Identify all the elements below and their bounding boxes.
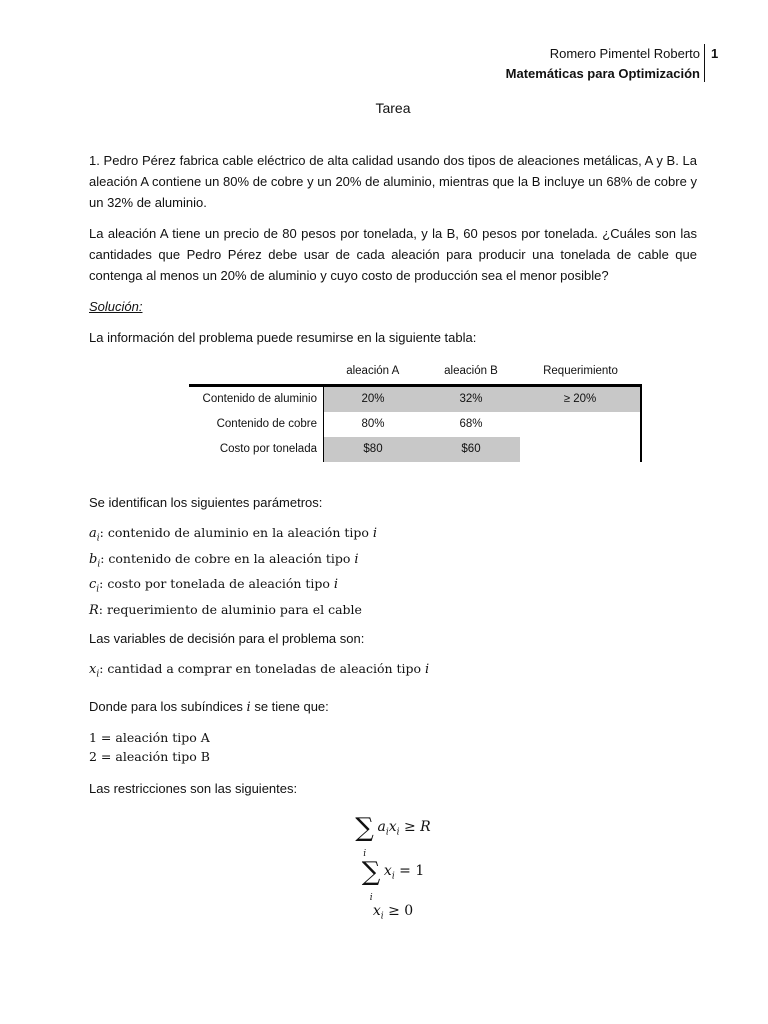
cell-requirement — [520, 437, 641, 462]
row-label: Contenido de aluminio — [202, 393, 317, 405]
data-table — [189, 358, 642, 462]
var-x: $x_i$: cantidad a comprar en toneladas de aleación tipo i — [89, 660, 430, 680]
constraint-aluminum: ∑ i $a_ix_i \ge R$ — [355, 812, 431, 859]
sum-symbol: ∑ i — [361, 856, 381, 903]
cell-alloy-a: 80% — [324, 412, 423, 437]
constraints-formulas — [89, 809, 697, 929]
cell-alloy-b: 32% — [422, 386, 520, 413]
constraints-intro: Las restricciones son las siguientes: — [89, 781, 298, 797]
cell-requirement: ≥ 20% — [520, 386, 641, 413]
subindex-1: 1 = aleación tipo A — [89, 730, 210, 746]
header-alloy-a: aleación A — [324, 358, 423, 386]
constraint-total: ∑ i $x_i = 1$ — [361, 856, 425, 903]
params-intro: Se identifican los siguientes parámetros: — [89, 495, 323, 510]
cell-alloy-a: 20% — [324, 386, 423, 413]
param-b: $b_i$: contenido de cobre en la aleación tipo i — [89, 550, 359, 570]
cell-alloy-b: 68% — [459, 418, 483, 430]
row-label: Costo por tonelada — [219, 443, 317, 455]
row-label: Contenido de cobre — [216, 418, 317, 430]
document-body — [89, 150, 697, 929]
constraint-nonneg: $x_i \ge 0$ — [372, 903, 414, 922]
header-requirement: Requerimiento — [520, 358, 641, 386]
problem-question: La aleación A tiene un precio de 80 pesos por tonelada, y la B, 60 pesos por tonelada. ¿Cuáles son las cantidades que Pedro Pérez debe usar de cada aleación para producir una tonelada de cable que contenga al menos un 20% de aluminio y cuyo costo de producción sea el menor posible? — [89, 226, 697, 283]
author-name: Romero Pimentel Roberto — [549, 46, 700, 61]
params-list — [89, 523, 697, 620]
table-row — [189, 437, 641, 462]
problem-statement: 1. Pedro Pérez fabrica cable eléctrico de alta calidad usando dos tipos de aleaciones metálicas, A y B. La aleación A contiene un 80% de cobre y un 20% de aluminio, mientras que la B incluye un 68% de cobre y un 32% de aluminio. — [89, 153, 697, 210]
page-number: 1 — [704, 44, 718, 82]
table-row — [189, 386, 641, 413]
vars-intro: Las variables de decisión para el problema son: — [89, 630, 365, 646]
param-r: R: requerimiento de aluminio para el cable — [89, 601, 362, 618]
table-row — [189, 412, 641, 437]
sum-symbol: ∑ i — [355, 812, 374, 859]
header-alloy-b: aleación B — [422, 358, 520, 386]
solution-label: Solución: — [89, 299, 143, 314]
table-header-row — [189, 358, 641, 386]
document-title: Tarea — [375, 100, 411, 116]
table-intro: La información del problema puede resumirse en la siguiente tabla: — [89, 330, 477, 345]
param-a: $a_i$: contenido de aluminio en la aleación tipo i — [89, 525, 378, 544]
param-c: $c_i$: costo por tonelada de aleación tipo i — [89, 576, 339, 595]
course-name: Matemáticas para Optimización — [505, 66, 700, 81]
cell-requirement — [520, 412, 641, 437]
page-header — [506, 44, 700, 84]
cell-alloy-a: $80 — [324, 437, 423, 462]
table-corner — [189, 358, 324, 386]
subindex-intro: Donde para los subíndices i se tiene que: — [89, 699, 329, 716]
cell-alloy-b: $60 — [422, 437, 520, 462]
subindex-2: 2 = aleación tipo B — [89, 749, 210, 765]
